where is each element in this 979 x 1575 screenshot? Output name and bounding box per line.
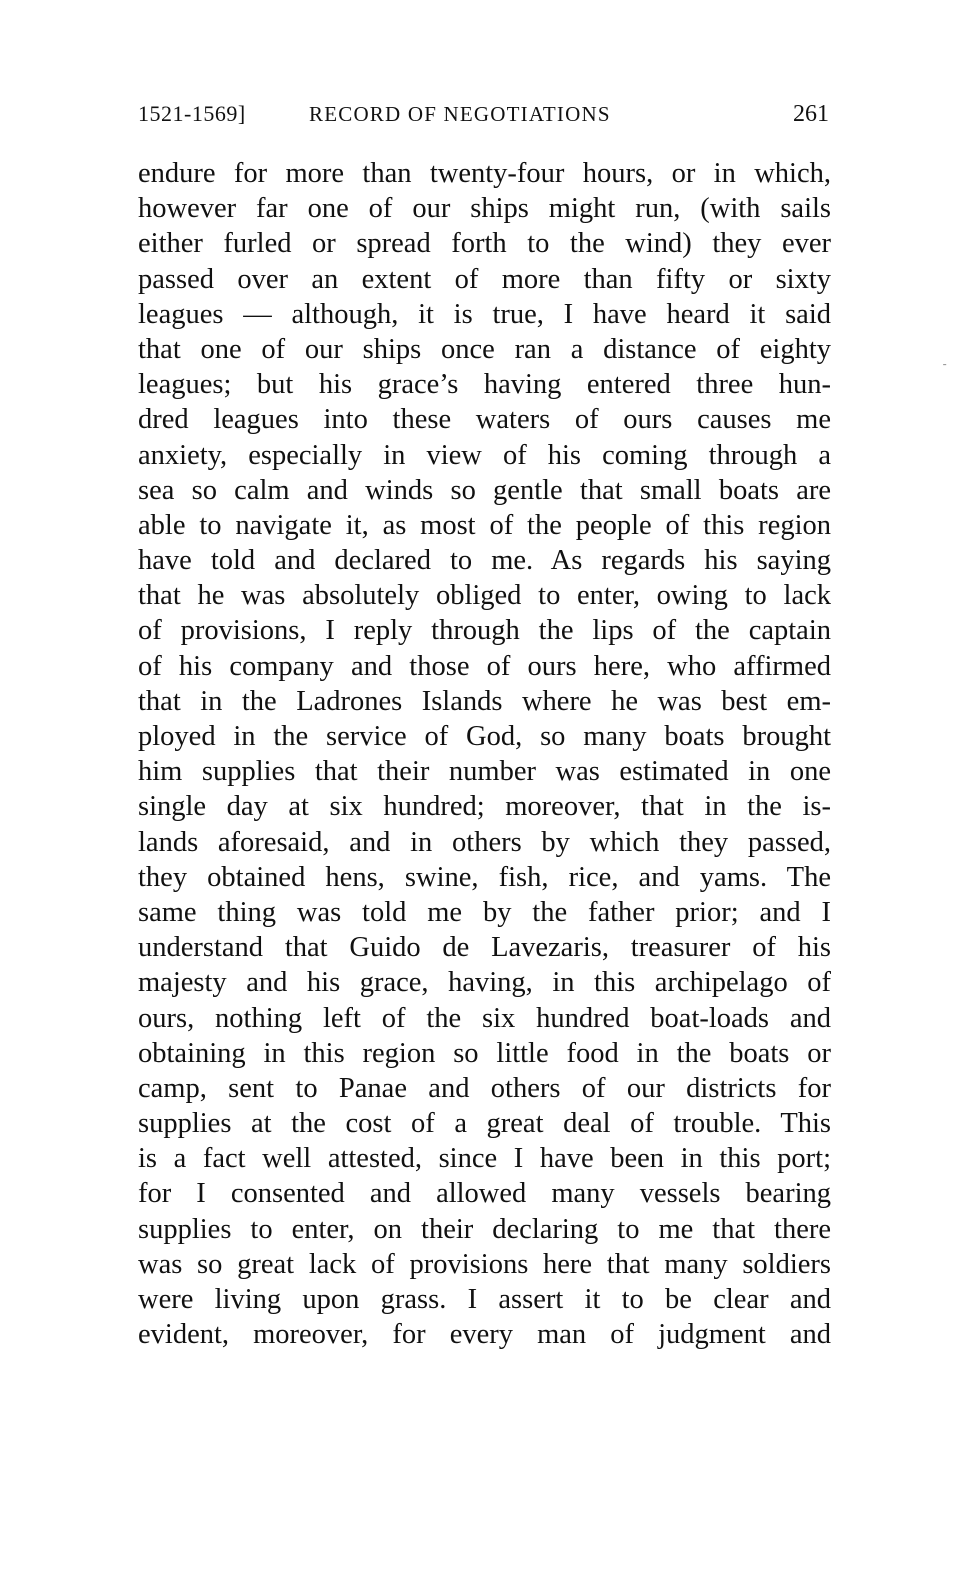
text-line: that he was absolutely obliged to enter, owing to lack	[138, 580, 831, 612]
text-line: however far one of our ships might run, (with sails	[138, 193, 831, 225]
text-line: understand that Guido de Lavezaris, treasurer of his	[138, 932, 831, 964]
header-title: RECORD OF NEGOTIATIONS	[309, 102, 611, 126]
text-line: leagues — although, it is true, I have heard it said	[138, 298, 831, 330]
text-line: supplies to enter, on their declaring to me that there	[138, 1213, 831, 1245]
text-line: is a fact well attested, since I have been in this port;	[138, 1143, 831, 1175]
text-line: have told and declared to me. As regards his saying	[138, 545, 831, 577]
text-line: that one of our ships once ran a distance of eighty	[138, 333, 831, 365]
text-line: majesty and his grace, having, in this archipelago of	[138, 967, 831, 999]
text-line: they obtained hens, swine, fish, rice, and yams. The	[138, 861, 831, 893]
text-line: lands aforesaid, and in others by which they passed,	[138, 826, 831, 858]
text-line: ours, nothing left of the six hundred boat-loads and	[138, 1002, 831, 1034]
text-line: passed over an extent of more than fifty or sixty	[138, 263, 831, 295]
text-line: for I consented and allowed many vessels bearing	[138, 1178, 831, 1210]
text-line: ployed in the service of God, so many boats brought	[138, 721, 831, 752]
header-date-range: 1521-1569]	[138, 101, 246, 126]
text-line: anxiety, especially in view of his coming through a	[138, 439, 831, 471]
text-line: him supplies that their number was estimated in one	[138, 756, 831, 788]
text-line: camp, sent to Panae and others of our districts for	[138, 1072, 831, 1104]
text-line: were living upon grass. I assert it to be clear and	[138, 1284, 831, 1315]
text-line: was so great lack of provisions here that many soldiers	[138, 1248, 831, 1280]
body-text	[138, 156, 831, 1352]
text-line: supplies at the cost of a great deal of trouble. This	[138, 1108, 831, 1140]
text-line: single day at six hundred; moreover, that in the is-	[138, 791, 831, 823]
text-line: same thing was told me by the father prior; and I	[138, 896, 831, 928]
text-line: obtaining in this region so little food in the boats or	[138, 1037, 831, 1069]
text-line: of his company and those of ours here, who affirmed	[138, 650, 831, 682]
text-line: dred leagues into these waters of ours causes me	[138, 404, 831, 436]
text-line: able to navigate it, as most of the people of this region	[138, 509, 831, 541]
text-line: either furled or spread forth to the wind) they ever	[138, 228, 831, 260]
text-line: sea so calm and winds so gentle that small boats are	[138, 474, 831, 506]
margin-mark: ˗	[943, 359, 947, 370]
text-line: leagues; but his grace’s having entered three hun-	[138, 369, 831, 401]
page-number: 261	[793, 101, 829, 127]
running-header	[138, 99, 831, 129]
text-line: that in the Ladrones Islands where he was best em-	[138, 685, 831, 717]
text-line: endure for more than twenty-four hours, or in which,	[138, 158, 831, 189]
text-line: evident, moreover, for every man of judgment and	[138, 1319, 831, 1351]
text-line: of provisions, I reply through the lips of the captain	[138, 615, 831, 647]
